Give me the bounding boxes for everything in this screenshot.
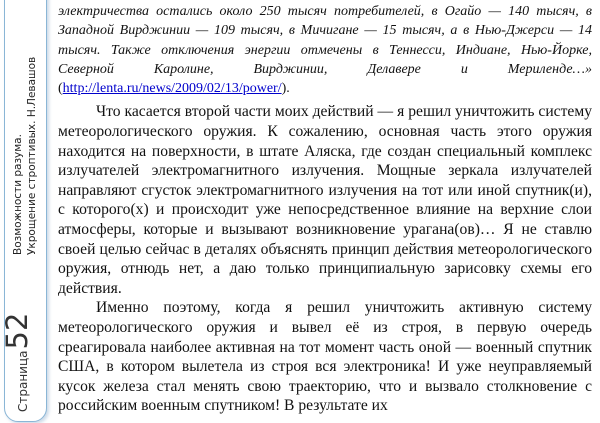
source-link[interactable]: http://lenta.ru/news/2009/02/13/power/ bbox=[62, 81, 282, 97]
page-number: 52 bbox=[0, 312, 34, 350]
paragraph-weapon-system: Что касается второй части моих действий — я решил уничтожить систему метеорологического оружия. К сожалению, основная часть этого оружия находится на поверхности, в штате Аляска, где создан специальный комплекс излучателей электромагнитного излучения. Мощные зеркала излучателей направляют сгусток электромагнитного излучения на тот или иной спутник(и), с которого(х) и происходит уже непосредственное влияние на верхние слои атмосферы, которые и вызывают возникновение урагана(ов)… Я не ставлю своей целью сейчас в деталях объяснять принцип действия метеорологического оружия, отнюдь нет, а даю только принципиальную зарисовку схемы его действия. bbox=[58, 103, 592, 297]
quote-link-close: ). bbox=[281, 81, 290, 97]
margin-book-title: Возможности разума. bbox=[12, 134, 24, 255]
paragraph-satellite-collision: Именно поэтому, когда я решил уничтожить активную систему метеорологического оружия и вывел её из строя, в первую очередь среагировала наиболее активная на тот момент часть оной — военный спутник США, в котором вылетела из строя вся электроника! И уже неуправляемый кусок железа стал менять свою траекторию, что и вызвало столкновение с российским военным спутником! В результате их bbox=[58, 299, 592, 415]
quote-link-open: ( bbox=[58, 81, 63, 97]
news-quote-text: электричества остались около 250 тысяч потребителей, в Огайо — 140 тысяч, в Западной Вирджинии — 109 тысяч, в Мичигане — 15 тысяч, а в Нью-Джерси — 14 тысяч. Также отключения энергии отмечены в Теннесси, Индиане, Нью-Йорке, Северной Каролине, Вирджинии, Делавере и Мериленде…» bbox=[58, 4, 592, 77]
page-number-label bbox=[0, 312, 34, 412]
margin-book-subtitle: Укрощение строптивых. Н.Левашов bbox=[26, 56, 38, 255]
page-word: Страница bbox=[16, 350, 30, 412]
page-content bbox=[58, 2, 592, 416]
news-quote bbox=[58, 2, 592, 98]
